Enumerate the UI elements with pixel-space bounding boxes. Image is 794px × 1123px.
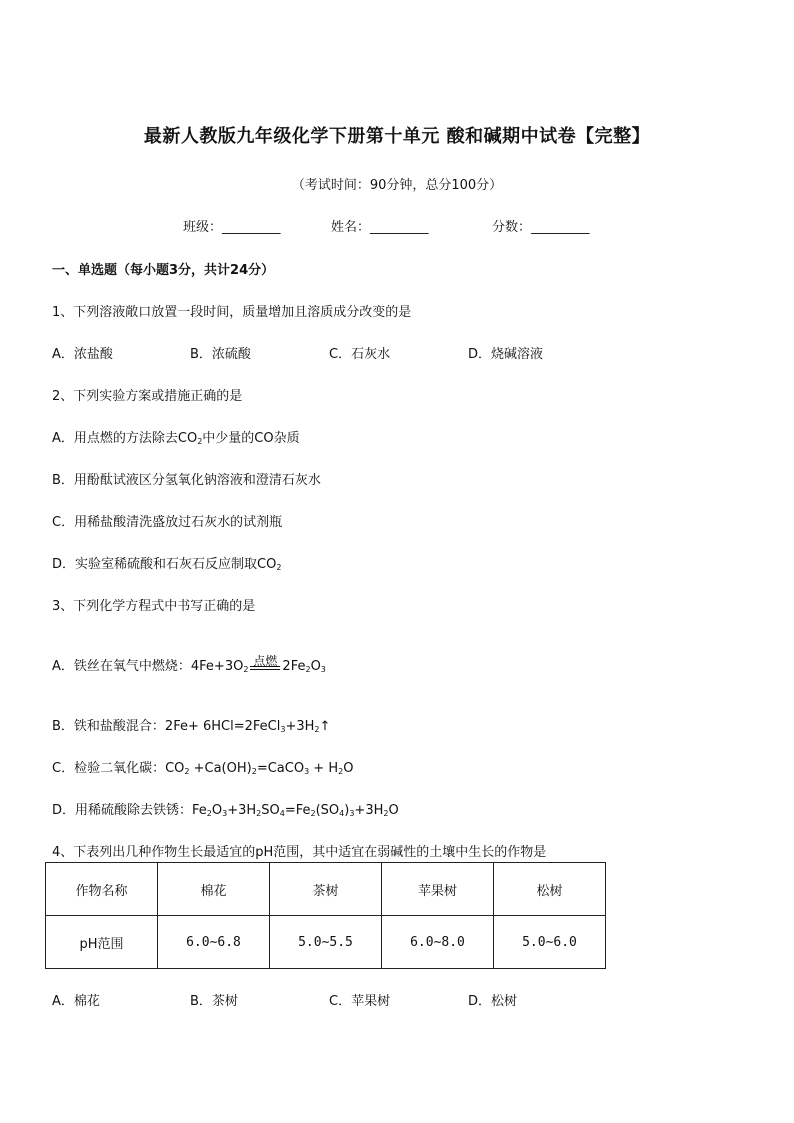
table-header-cell: 松树 — [494, 863, 606, 916]
table-cell: 5.0~5.5 — [270, 916, 382, 969]
q2-option-d: D．实验室稀硫酸和石灰石反应制取$CO_2$ — [52, 557, 282, 572]
q2-option-a: A．用点燃的方法除去$CO_2$中少量的CO杂质 — [52, 431, 300, 446]
q1-option-c: C．石灰水 — [329, 347, 391, 362]
table-header-cell: 作物名称 — [46, 863, 158, 916]
q1-option-d: D．烧碱溶液 — [468, 347, 544, 362]
name-field: 姓名：_________ — [331, 220, 429, 235]
score-field: 分数：_________ — [492, 220, 590, 235]
table-cell: 6.0~8.0 — [382, 916, 494, 969]
q3-option-b: B．铁和盐酸混合：$2Fe+ 6HCl=2FeCl_3+3H_2↑$ — [52, 719, 331, 734]
question-4-stem: 4、下表列出几种作物生长最适宜的pH范围，其中适宜在弱碱性的土壤中生长的作物是 — [52, 845, 547, 860]
q3-option-a: A．铁丝在氧气中燃烧：$4Fe+3O_2$ 点燃 $2Fe_2O_3$ — [52, 654, 326, 674]
q3-option-c: C．检验二氧化碳：$CO_2$ $+Ca(OH)_2=CaCO_3 + H_2O$ — [52, 761, 354, 776]
question-3-stem: 3、下列化学方程式中书写正确的是 — [52, 599, 256, 614]
question-2-stem: 2、下列实验方案或措施正确的是 — [52, 389, 243, 404]
table-header-cell: 茶树 — [270, 863, 382, 916]
q2-option-c: C．用稀盐酸清洗盛放过石灰水的试剂瓶 — [52, 515, 283, 530]
table-cell: pH范围 — [46, 916, 158, 969]
q2-option-b: B．用酚酞试液区分氢氧化钠溶液和澄清石灰水 — [52, 473, 321, 488]
q4-option-a: A．棉花 — [52, 994, 100, 1009]
q4-option-c: C．苹果树 — [329, 994, 391, 1009]
table-cell: 5.0~6.0 — [494, 916, 606, 969]
table-header-row — [46, 863, 606, 916]
table-header-cell: 苹果树 — [382, 863, 494, 916]
ph-range-table — [45, 862, 606, 969]
q4-option-b: B．茶树 — [190, 994, 238, 1009]
q1-option-a: A．浓盐酸 — [52, 347, 113, 362]
table-cell: 6.0~6.8 — [158, 916, 270, 969]
section-heading: 一、单选题（每小题3分，共计24分） — [52, 263, 275, 278]
q1-option-b: B．浓硫酸 — [190, 347, 251, 362]
exam-subtitle: （考试时间：90分钟，总分100分） — [291, 178, 503, 193]
table-header-cell: 棉花 — [158, 863, 270, 916]
q4-option-d: D．松树 — [468, 994, 518, 1009]
question-1-stem: 1、下列溶液敞口放置一段时间，质量增加且溶质成分改变的是 — [52, 305, 412, 320]
q3-option-d: D．用稀硫酸除去铁锈：$Fe_2O_3+3H_2SO_4=Fe_2(SO_4)_3+3H_2O$ — [52, 803, 399, 818]
class-field: 班级：_________ — [183, 220, 281, 235]
exam-title: 最新人教版九年级化学下册第十单元 酸和碱期中试卷【完整】 — [143, 126, 651, 147]
table-row — [46, 916, 606, 969]
